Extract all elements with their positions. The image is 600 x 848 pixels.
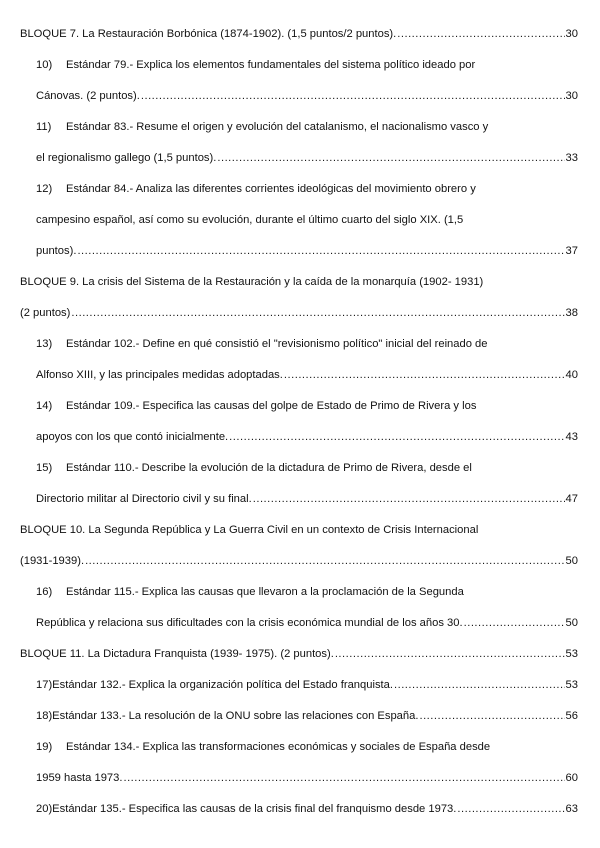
toc-line-text: apoyos con los que contó inicialmente. (36, 431, 229, 443)
toc-line-text: BLOQUE 9. La crisis del Sistema de la Restauración y la caída de la monarquía (1902- 1931) (20, 276, 484, 288)
toc-line (20, 732, 578, 763)
toc-line-text: Estándar 84.- Analiza las diferentes corrientes ideológicas del movimiento obrero y (66, 183, 476, 195)
toc-line-text: Estándar 115.- Explica las causas que llevaron a la proclamación de la Segunda (66, 586, 464, 598)
toc-line (20, 422, 578, 453)
toc-page-number: 43 (565, 431, 578, 443)
toc-line-text: Estándar 109.- Especifica las causas del golpe de Estado de Primo de Rivera y los (66, 400, 477, 412)
toc-page-number: 50 (565, 617, 578, 629)
toc-page-number: 56 (565, 710, 578, 722)
toc-line-text: BLOQUE 10. La Segunda República y La Guerra Civil en un contexto de Crisis Internacional (20, 524, 479, 536)
toc-line (20, 608, 578, 639)
toc-item-entry[interactable] (20, 50, 578, 112)
toc-line (20, 112, 578, 143)
dot-leader (217, 143, 564, 174)
toc-line (20, 577, 578, 608)
toc-line-text: Estándar 102.- Define en qué consistió el "revisionismo político" inicial del reinado de (66, 338, 488, 350)
toc-item-number: 10) (36, 59, 53, 71)
toc-item-entry[interactable] (20, 112, 578, 174)
toc-line-text: Estándar 133.- La resolución de la ONU sobre las relaciones con España. (52, 710, 419, 722)
toc-line (20, 670, 578, 701)
toc-line (20, 484, 578, 515)
toc-item-entry[interactable] (20, 329, 578, 391)
toc-page-number: 63 (565, 803, 578, 815)
dot-leader (71, 298, 564, 329)
dot-leader (123, 763, 564, 794)
toc-page-number: 30 (565, 28, 578, 40)
toc-item-entry[interactable] (20, 453, 578, 515)
toc-line-text: puntos). (36, 245, 77, 257)
toc-section-entry[interactable] (20, 267, 578, 329)
toc-line (20, 360, 578, 391)
toc-page-number: 60 (565, 772, 578, 784)
toc-line (20, 267, 578, 298)
toc-item-number: 18) (36, 710, 53, 722)
toc-item-entry[interactable] (20, 174, 578, 267)
toc-line (20, 143, 578, 174)
dot-leader (229, 422, 564, 453)
toc-line-text: campesino español, así como su evolución, durante el último cuarto del siglo XIX. (1,5 (36, 214, 464, 226)
toc-line-text: Estándar 110.- Describe la evolución de la dictadura de Primo de Rivera, desde el (66, 462, 472, 474)
toc-page-number: 40 (565, 369, 578, 381)
dot-leader (464, 608, 565, 639)
dot-leader (85, 546, 564, 577)
toc-line-text: (1931-1939). (20, 555, 85, 567)
toc-item-number: 13) (36, 338, 53, 350)
toc-line-text: el regionalismo gallego (1,5 puntos). (36, 152, 217, 164)
toc-line (20, 794, 578, 825)
toc-line (20, 19, 578, 50)
toc-line-text: Alfonso XIII, y las principales medidas adoptadas. (36, 369, 283, 381)
toc-item-number: 20) (36, 803, 53, 815)
toc-page-number: 50 (565, 555, 578, 567)
dot-leader (335, 639, 565, 670)
toc-page-number: 30 (565, 90, 578, 102)
dot-leader (397, 19, 564, 50)
toc-line (20, 701, 578, 732)
toc-page-number: 33 (565, 152, 578, 164)
toc-line (20, 50, 578, 81)
toc-line (20, 329, 578, 360)
dot-leader (419, 701, 564, 732)
toc-line (20, 298, 578, 329)
table-of-contents (20, 19, 578, 825)
toc-page-number: 53 (565, 679, 578, 691)
toc-item-entry[interactable] (20, 794, 578, 825)
toc-line-text: BLOQUE 7. La Restauración Borbónica (1874-1902). (1,5 puntos/2 puntos). (20, 28, 397, 40)
toc-line (20, 763, 578, 794)
toc-line-text: Estándar 79.- Explica los elementos fundamentales del sistema político ideado por (66, 59, 476, 71)
toc-line-text: Directorio militar al Directorio civil y su final. (36, 493, 252, 505)
toc-item-entry[interactable] (20, 670, 578, 701)
toc-item-number: 16) (36, 586, 53, 598)
toc-item-number: 17) (36, 679, 53, 691)
toc-line (20, 236, 578, 267)
toc-item-number: 15) (36, 462, 53, 474)
toc-line-text: 1959 hasta 1973. (36, 772, 123, 784)
toc-page-number: 38 (565, 307, 578, 319)
toc-line (20, 546, 578, 577)
toc-line (20, 453, 578, 484)
toc-line (20, 639, 578, 670)
toc-line-text: (2 puntos) (20, 307, 71, 319)
toc-line-text: Cánovas. (2 puntos). (36, 90, 140, 102)
dot-leader (141, 81, 565, 112)
toc-line (20, 81, 578, 112)
toc-page-number: 37 (565, 245, 578, 257)
toc-line-text: Estándar 83.- Resume el origen y evolución del catalanismo, el nacionalismo vasco y (66, 121, 489, 133)
toc-page-number: 47 (565, 493, 578, 505)
dot-leader (394, 670, 565, 701)
toc-item-number: 14) (36, 400, 53, 412)
dot-leader (457, 794, 564, 825)
toc-line (20, 205, 578, 236)
toc-item-entry[interactable] (20, 391, 578, 453)
toc-item-number: 19) (36, 741, 53, 753)
toc-section-entry[interactable] (20, 639, 578, 670)
toc-page-number: 53 (565, 648, 578, 660)
toc-line (20, 174, 578, 205)
dot-leader (284, 360, 565, 391)
toc-line (20, 515, 578, 546)
toc-line-text: Estándar 132.- Explica la organización política del Estado franquista. (52, 679, 393, 691)
toc-item-entry[interactable] (20, 732, 578, 794)
toc-line-text: BLOQUE 11. La Dictadura Franquista (1939- 1975). (2 puntos). (20, 648, 334, 660)
toc-item-entry[interactable] (20, 577, 578, 639)
toc-line-text: República y relaciona sus dificultades con la crisis económica mundial de los años 30. (36, 617, 463, 629)
toc-item-entry[interactable] (20, 701, 578, 732)
toc-section-entry[interactable] (20, 515, 578, 577)
toc-line (20, 391, 578, 422)
toc-item-number: 11) (36, 121, 52, 133)
toc-section-entry[interactable] (20, 19, 578, 50)
toc-item-number: 12) (36, 183, 53, 195)
toc-line-text: Estándar 134.- Explica las transformaciones económicas y sociales de España desde (66, 741, 491, 753)
dot-leader (77, 236, 564, 267)
dot-leader (253, 484, 565, 515)
toc-line-text: Estándar 135.- Especifica las causas de la crisis final del franquismo desde 1973. (52, 803, 457, 815)
